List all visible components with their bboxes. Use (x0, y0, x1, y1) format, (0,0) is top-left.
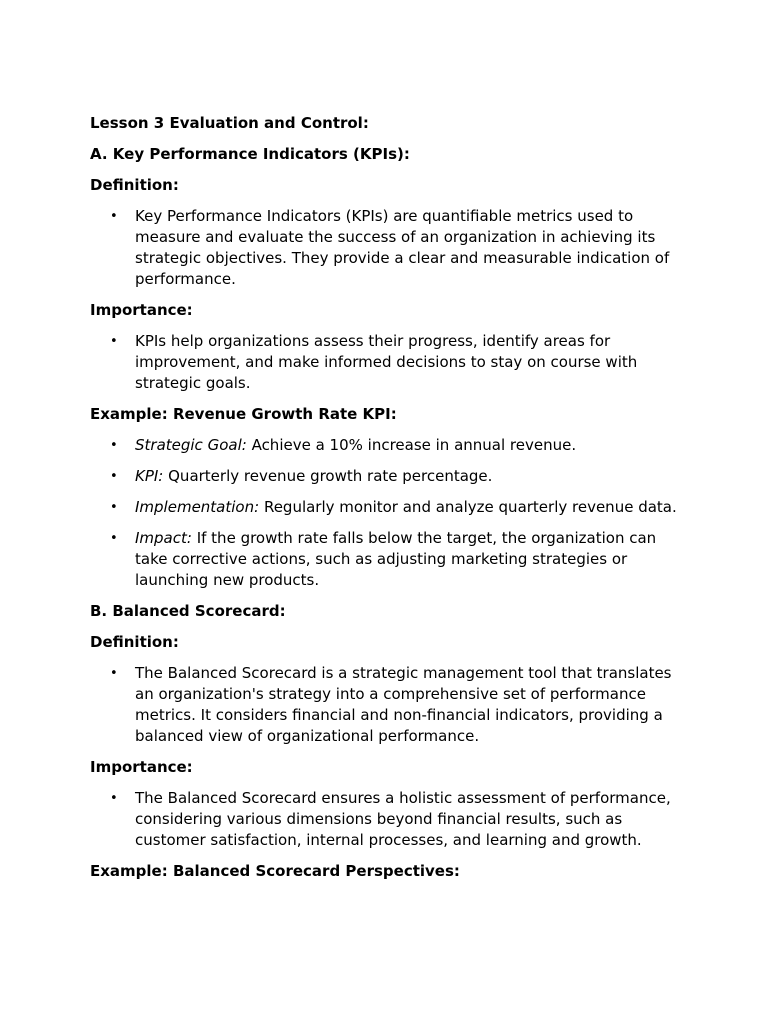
lesson-title: Lesson 3 Evaluation and Control: (90, 114, 369, 132)
section-b-definition-heading: Definition: (90, 633, 179, 651)
list-item (90, 435, 690, 456)
section-b-example-heading: Example: Balanced Scorecard Perspectives: (90, 862, 460, 880)
section-b-heading: B. Balanced Scorecard: (90, 602, 286, 620)
section-b-importance-heading: Importance: (90, 758, 193, 776)
example-item-label: Impact: (135, 529, 192, 547)
section-a-definition-heading: Definition: (90, 176, 179, 194)
example-item-label: Strategic Goal: (135, 436, 247, 454)
section-a-definition-text: Key Performance Indicators (KPIs) are quantifiable metrics used to measure and evaluate the success of an organization in achieving its strategic objectives. They provide a clear and measurable indication of performance. (135, 207, 670, 288)
section-b-importance-list (90, 788, 690, 851)
section-a-heading: A. Key Performance Indicators (KPIs): (90, 145, 410, 163)
example-item-text: Achieve a 10% increase in annual revenue. (246, 436, 577, 454)
section-a-definition-list (90, 206, 690, 290)
list-item (90, 331, 690, 394)
bullet-icon: • (110, 500, 118, 515)
section-b-importance-text: The Balanced Scorecard ensures a holistic assessment of performance, considering various dimensions beyond financial results, such as customer satisfaction, internal processes, and learning and growth. (135, 789, 671, 849)
list-item (90, 663, 690, 747)
bullet-icon: • (110, 334, 118, 349)
example-item-label: KPI: (135, 467, 164, 485)
example-item-text: Regularly monitor and analyze quarterly revenue data. (259, 498, 677, 516)
bullet-icon: • (110, 438, 118, 453)
section-a-importance-heading: Importance: (90, 301, 193, 319)
bullet-icon: • (110, 469, 118, 484)
list-item (90, 528, 690, 591)
list-item (90, 788, 690, 851)
document-page (90, 113, 690, 892)
example-item-label: Implementation: (135, 498, 260, 516)
list-item (90, 497, 690, 518)
bullet-icon: • (110, 209, 118, 224)
bullet-icon: • (110, 531, 118, 546)
section-b-definition-list (90, 663, 690, 747)
list-item (90, 466, 690, 487)
section-b-definition-text: The Balanced Scorecard is a strategic management tool that translates an organization's strategy into a comprehensive set of performance metrics. It considers financial and non-financial indicators, providing a balanced view of organizational performance. (135, 664, 672, 745)
section-a-example-heading: Example: Revenue Growth Rate KPI: (90, 405, 397, 423)
section-a-example-list (90, 435, 690, 591)
bullet-icon: • (110, 666, 118, 681)
bullet-icon: • (110, 791, 118, 806)
example-item-text: If the growth rate falls below the target, the organization can take corrective actions, such as adjusting marketing strategies or launching new products. (135, 529, 657, 589)
example-item-text: Quarterly revenue growth rate percentage. (163, 467, 493, 485)
section-a-importance-list (90, 331, 690, 394)
list-item (90, 206, 690, 290)
section-a-importance-text: KPIs help organizations assess their progress, identify areas for improvement, and make informed decisions to stay on course with strategic goals. (135, 332, 638, 392)
